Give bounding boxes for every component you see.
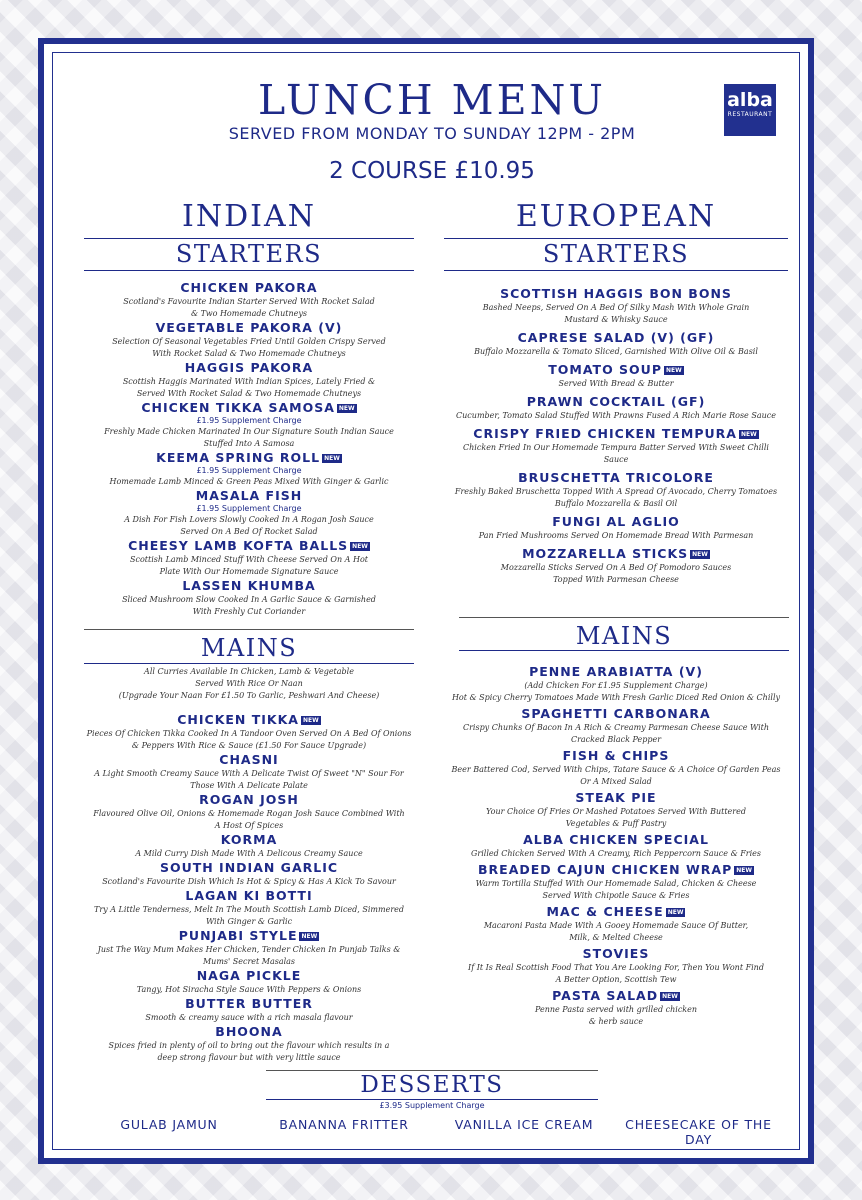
dish-name-text: CHASNI (219, 752, 279, 767)
indian-heading-rule (84, 238, 414, 239)
dish-description-line: Served With Rocket Salad & Two Homemade Chutneys (136, 389, 362, 398)
dish-description-line: Served With Bread & Butter (558, 379, 674, 388)
european-starter-item (444, 546, 788, 586)
dish-description-line: Try A Little Tenderness, Melt In The Mouth Scottish Lamb Diced, Simmered (94, 905, 404, 914)
european-main-name (444, 988, 788, 1004)
european-main-item (444, 904, 788, 944)
new-badge: NEW (666, 367, 682, 374)
dish-name-text: PUNJABI STYLE (178, 928, 298, 943)
european-main-name (444, 904, 788, 920)
indian-starter-name (84, 280, 414, 296)
dish-description-line: Scottish Lamb Minced Stuff With Cheese Served On A Hot (130, 555, 368, 564)
indian-main-name (84, 712, 414, 728)
european-main-item (444, 706, 788, 746)
dish-name-text: HAGGIS PAKORA (184, 360, 314, 375)
dish-description-line: Scotland's Favourite Indian Starter Served With Rocket Salad (123, 297, 375, 306)
indian-main-name (84, 860, 414, 876)
supplement-note: £1.95 Supplement Charge (196, 504, 302, 513)
dish-description-line: Beer Battered Cod, Served With Chips, Tatare Sauce & A Choice Of Garden Peas (451, 765, 781, 774)
indian-starter-name (84, 400, 414, 416)
indian-starter-name (84, 538, 414, 554)
dish-description-line: Hot & Spicy Cherry Tomatoes Made With Fresh Garlic Diced Red Onion & Chilly (451, 693, 781, 702)
indian-main-item (84, 996, 414, 1024)
dish-description-line: & Two Homemade Chutneys (191, 309, 307, 318)
dish-name-text: BRUSCHETTA TRICOLORE (518, 470, 714, 485)
indian-main-item (84, 888, 414, 928)
indian-starter-name (84, 360, 414, 376)
logo-sub-text: RESTAURANT (727, 111, 773, 118)
indian-main-name (84, 832, 414, 848)
dish-description-line: Freshly Made Chicken Marinated In Our Signature South Indian Sauce (104, 427, 394, 436)
european-main-item (444, 664, 788, 704)
dish-description-line: Pieces Of Chicken Tikka Cooked In A Tandoor Oven Served On A Bed Of Onions (86, 729, 412, 738)
dish-description-line: Crispy Chunks Of Bacon In A Rich & Creamy Parmesan Cheese Sauce With (462, 723, 770, 732)
dish-name-text: FUNGI AL AGLIO (552, 514, 680, 529)
mains-intro-line: Served With Rice Or Naan (195, 679, 303, 688)
desserts-heading: DESSERTS (360, 1072, 504, 1098)
dish-name-text: LAGAN KI BOTTI (185, 888, 313, 903)
european-main-name (444, 664, 788, 680)
dish-description-line: With Freshly Cut Coriander (192, 607, 306, 616)
dish-description-line: Sliced Mushroom Slow Cooked In A Garlic Sauce & Garnished (122, 595, 376, 604)
indian-mains-top-rule (84, 629, 414, 630)
european-starter-name (444, 362, 788, 378)
indian-starters-rule (84, 270, 414, 271)
european-starter-item (444, 470, 788, 510)
dish-name-text: FISH & CHIPS (562, 748, 670, 763)
dish-description-line: Vegetables & Puff Pastry (565, 819, 667, 828)
dish-name-text: MOZZARELLA STICKS (522, 546, 689, 561)
new-badge: NEW (736, 867, 752, 874)
logo-main-text: alba (727, 89, 773, 111)
european-mains-top-rule (459, 617, 789, 618)
indian-main-name (84, 888, 414, 904)
indian-starter-item (84, 360, 414, 400)
dish-description-line: & herb sauce (588, 1017, 644, 1026)
dish-description-line: Macaroni Pasta Made With A Gooey Homemade Sauce Of Butter, (483, 921, 749, 930)
dish-name-text: BHOONA (215, 1024, 283, 1039)
indian-starter-item (84, 578, 414, 618)
dish-description-line: Grilled Chicken Served With A Creamy, Rich Peppercorn Sauce & Fries (470, 849, 761, 858)
european-starter-item (444, 514, 788, 542)
european-main-name (444, 862, 788, 878)
menu-price: 2 COURSE £10.95 (329, 158, 535, 184)
dish-name-text: CHICKEN TIKKA SAMOSA (141, 400, 335, 415)
indian-starter-item (84, 280, 414, 320)
indian-main-item (84, 792, 414, 832)
dish-description-line: Mozzarella Sticks Served On A Bed Of Pomodoro Sauces (500, 563, 732, 572)
dish-description-line: Scotland's Favourite Dish Which Is Hot & Spicy & Has A Kick To Savour (102, 877, 396, 886)
restaurant-logo (724, 84, 776, 136)
indian-mains-rule (84, 663, 414, 664)
dish-description-line: Mustard & Whisky Sauce (564, 315, 668, 324)
european-starters-heading: STARTERS (542, 240, 690, 268)
indian-starters-list (84, 280, 414, 618)
dish-description-line: Stuffed Into A Samosa (203, 439, 295, 448)
dish-description-line: Flavoured Olive Oil, Onions & Homemade Rogan Josh Sauce Combined With (93, 809, 405, 818)
european-main-name (444, 946, 788, 962)
indian-main-item (84, 968, 414, 996)
new-badge: NEW (667, 909, 684, 916)
dish-name-text: TOMATO SOUP (548, 362, 662, 377)
dish-description-line: Served With Chipotle Sauce & Fries (542, 891, 690, 900)
dish-description-line: Spices fried in plenty of oil to bring out the flavour which results in a (108, 1041, 390, 1050)
dessert-item: BANANNA FRITTER (279, 1117, 409, 1132)
dish-description-line: With Rocket Salad & Two Homemade Chutneys (152, 349, 346, 358)
dish-description-line: A Dish For Fish Lovers Slowly Cooked In A Rogan Josh Sauce (124, 515, 374, 524)
indian-main-name (84, 1024, 414, 1040)
european-main-item (444, 832, 788, 860)
european-starters-list (444, 286, 788, 590)
indian-heading: INDIAN (182, 199, 316, 234)
dish-description-line: A Host Of Spices (214, 821, 284, 830)
dish-description-line: Pan Fried Mushrooms Served On Homemade Bread With Parmesan (478, 531, 754, 540)
european-main-name (444, 748, 788, 764)
dish-description-line: Topped With Parmesan Cheese (553, 575, 679, 584)
dish-description-line: A Light Smooth Creamy Sauce With A Delicate Twist Of Sweet "N" Sour For (94, 769, 404, 778)
dish-name-text: LASSEN KHUMBA (182, 578, 316, 593)
dish-description-line: Homemade Lamb Minced & Green Peas Mixed With Ginger & Garlic (109, 477, 389, 486)
indian-mains-list (84, 712, 414, 1064)
indian-starter-name (84, 320, 414, 336)
dish-name-text: STEAK PIE (575, 790, 657, 805)
indian-mains-heading: MAINS (200, 634, 298, 662)
new-badge: NEW (740, 431, 757, 438)
new-badge: NEW (324, 455, 340, 462)
european-starter-item (444, 362, 788, 390)
dish-name-text: PENNE ARABIATTA (V) (529, 664, 703, 679)
dish-description-line: Cracked Black Pepper (570, 735, 662, 744)
dish-description-line: Your Choice Of Fries Or Mashed Potatoes Served With Buttered (486, 807, 746, 816)
dish-name-text: ALBA CHICKEN SPECIAL (523, 832, 709, 847)
european-starter-name (444, 514, 788, 530)
dish-name-text: SOUTH INDIAN GARLIC (159, 860, 339, 875)
desserts-note: £3.95 Supplement Charge (379, 1101, 485, 1110)
dish-name-text: SPAGHETTI CARBONARA (521, 706, 711, 721)
european-main-name (444, 706, 788, 722)
dish-description-line: (Add Chicken For £1.95 Supplement Charge) (524, 681, 708, 690)
european-heading: EUROPEAN (515, 199, 717, 234)
european-mains-rule (459, 650, 789, 651)
european-main-item (444, 790, 788, 830)
dish-description-line: & Peppers With Rice & Sauce (£1.50 For Sauce Upgrade) (131, 741, 367, 750)
desserts-top-rule (266, 1070, 598, 1071)
european-main-name (444, 832, 788, 848)
new-badge: NEW (692, 551, 708, 558)
dish-name-text: MAC & CHEESE (546, 904, 664, 919)
dish-description-line: A Mild Curry Dish Made With A Delicous Creamy Sauce (135, 849, 363, 858)
european-starter-name (444, 286, 788, 302)
dish-name-text: CRISPY FRIED CHICKEN TEMPURA (473, 426, 737, 441)
dish-name-text: KORMA (220, 832, 278, 847)
indian-starter-item (84, 320, 414, 360)
european-mains-list (444, 664, 788, 1030)
indian-main-item (84, 832, 414, 860)
dish-name-text: BUTTER BUTTER (185, 996, 313, 1011)
european-starter-name (444, 426, 788, 442)
dish-description-line: deep strong flavour but with very little sauce (157, 1053, 341, 1062)
dish-description-line: A Better Option, Scottish Tew (555, 975, 677, 984)
dish-description-line: Served On A Bed Of Rocket Salad (180, 527, 318, 536)
dish-name-text: CHICKEN PAKORA (180, 280, 318, 295)
european-starter-name (444, 394, 788, 410)
dish-name-text: STOVIES (582, 946, 650, 961)
dish-description-line: Penne Pasta served with grilled chicken (534, 1005, 698, 1014)
european-main-item (444, 748, 788, 788)
indian-starter-name (84, 578, 414, 594)
supplement-note: £1.95 Supplement Charge (196, 416, 302, 425)
dish-name-text: CHICKEN TIKKA (177, 712, 299, 727)
dish-description-line: Bashed Neeps, Served On A Bed Of Silky Mash With Whole Grain (482, 303, 750, 312)
new-badge: NEW (352, 543, 368, 550)
dish-name-text: CAPRESE SALAD (V) (GF) (517, 330, 715, 345)
european-starter-item (444, 330, 788, 358)
indian-starters-heading: STARTERS (175, 240, 323, 268)
dish-name-text: SCOTTISH HAGGIS BON BONS (500, 286, 732, 301)
dish-name-text: ROGAN JOSH (199, 792, 299, 807)
dish-description-line: Buffalo Mozzarella & Tomato Sliced, Garnished With Olive Oil & Basil (474, 347, 758, 356)
dish-description-line: Chicken Fried In Our Homemade Tempura Batter Served With Sweet Chilli (463, 443, 769, 452)
indian-main-name (84, 792, 414, 808)
indian-main-item (84, 928, 414, 968)
dish-description-line: Sauce (603, 455, 629, 464)
mains-intro-line: All Curries Available In Chicken, Lamb & Vegetable (144, 667, 354, 676)
dish-description-line: Scottish Haggis Marinated With Indian Spices, Lately Fried & (122, 377, 376, 386)
dish-description-line: Buffalo Mozzarella & Basil Oil (554, 499, 678, 508)
european-starter-name (444, 546, 788, 562)
indian-starter-item (84, 450, 414, 488)
dish-name-text: PASTA SALAD (552, 988, 659, 1003)
new-badge: NEW (338, 405, 355, 412)
european-starter-item (444, 426, 788, 466)
dish-description-line: Selection Of Seasonal Vegetables Fried Until Golden Crispy Served (112, 337, 386, 346)
new-badge: NEW (302, 717, 319, 724)
mains-intro-line: (Upgrade Your Naan For £1.50 To Garlic, Peshwari And Cheese) (118, 691, 380, 700)
dish-name-text: NAGA PICKLE (196, 968, 302, 983)
indian-starter-item (84, 488, 414, 538)
dish-description-line: Just The Way Mum Makes Her Chicken, Tender Chicken In Punjab Talks & (97, 945, 401, 954)
dish-description-line: Milk, & Melted Cheese (569, 933, 663, 942)
indian-starter-name (84, 488, 414, 504)
indian-main-item (84, 752, 414, 792)
supplement-note: £1.95 Supplement Charge (196, 466, 302, 475)
european-heading-rule (444, 238, 788, 239)
menu-subtitle: SERVED FROM MONDAY TO SUNDAY 12PM - 2PM (228, 124, 636, 143)
dessert-item: GULAB JAMUN (120, 1117, 218, 1132)
european-starter-item (444, 286, 788, 326)
indian-mains-intro (84, 666, 414, 702)
menu-title: LUNCH MENU (258, 76, 606, 124)
european-starter-name (444, 330, 788, 346)
dish-name-text: PRAWN COCKTAIL (GF) (526, 394, 706, 409)
european-mains-heading: MAINS (575, 622, 673, 650)
dish-description-line: Those With A Delicate Palate (190, 781, 308, 790)
dish-description-line: Warm Tortilla Stuffed With Our Homemade Salad, Chicken & Cheese (475, 879, 757, 888)
european-starter-name (444, 470, 788, 486)
indian-main-item (84, 712, 414, 752)
dish-description-line: Plate With Our Homemade Signature Sauce (159, 567, 339, 576)
indian-starter-item (84, 538, 414, 578)
dish-description-line: Freshly Baked Bruschetta Topped With A Spread Of Avocado, Cherry Tomatoes (454, 487, 778, 496)
european-starters-rule (444, 270, 788, 271)
dish-description-line: Cucumber, Tomato Salad Stuffed With Prawns Fused A Rich Marie Rose Sauce (456, 411, 776, 420)
menu-frame (38, 38, 814, 1164)
dessert-item: VANILLA ICE CREAM (454, 1117, 594, 1132)
dish-name-text: VEGETABLE PAKORA (V) (155, 320, 343, 335)
indian-main-item (84, 860, 414, 888)
indian-main-name (84, 928, 414, 944)
dish-description-line: Smooth & creamy sauce with a rich masala flavour (145, 1013, 353, 1022)
indian-starter-name (84, 450, 414, 466)
european-main-item (444, 988, 788, 1028)
indian-main-name (84, 968, 414, 984)
dish-name-text: BREADED CAJUN CHICKEN WRAP (478, 862, 733, 877)
indian-main-name (84, 996, 414, 1012)
european-main-name (444, 790, 788, 806)
new-badge: NEW (662, 993, 678, 1000)
dish-name-text: CHEESY LAMB KOFTA BALLS (128, 538, 349, 553)
dish-name-text: KEEMA SPRING ROLL (156, 450, 321, 465)
dish-description-line: Mums' Secret Masalas (202, 957, 296, 966)
desserts-rule (266, 1099, 598, 1100)
european-main-item (444, 862, 788, 902)
indian-starter-item (84, 400, 414, 450)
dish-name-text: MASALA FISH (195, 488, 303, 503)
european-starter-item (444, 394, 788, 422)
indian-main-name (84, 752, 414, 768)
dessert-item: CHEESECAKE OF THE DAY (625, 1117, 772, 1147)
dish-description-line: Tangy, Hot Siracha Style Sauce With Peppers & Onions (136, 985, 362, 994)
new-badge: NEW (301, 933, 318, 940)
indian-main-item (84, 1024, 414, 1064)
dish-description-line: If It Is Real Scottish Food That You Are Looking For, Then You Wont Find (468, 963, 764, 972)
dish-description-line: Or A Mixed Salad (580, 777, 652, 786)
european-main-item (444, 946, 788, 986)
dish-description-line: With Ginger & Garlic (205, 917, 293, 926)
